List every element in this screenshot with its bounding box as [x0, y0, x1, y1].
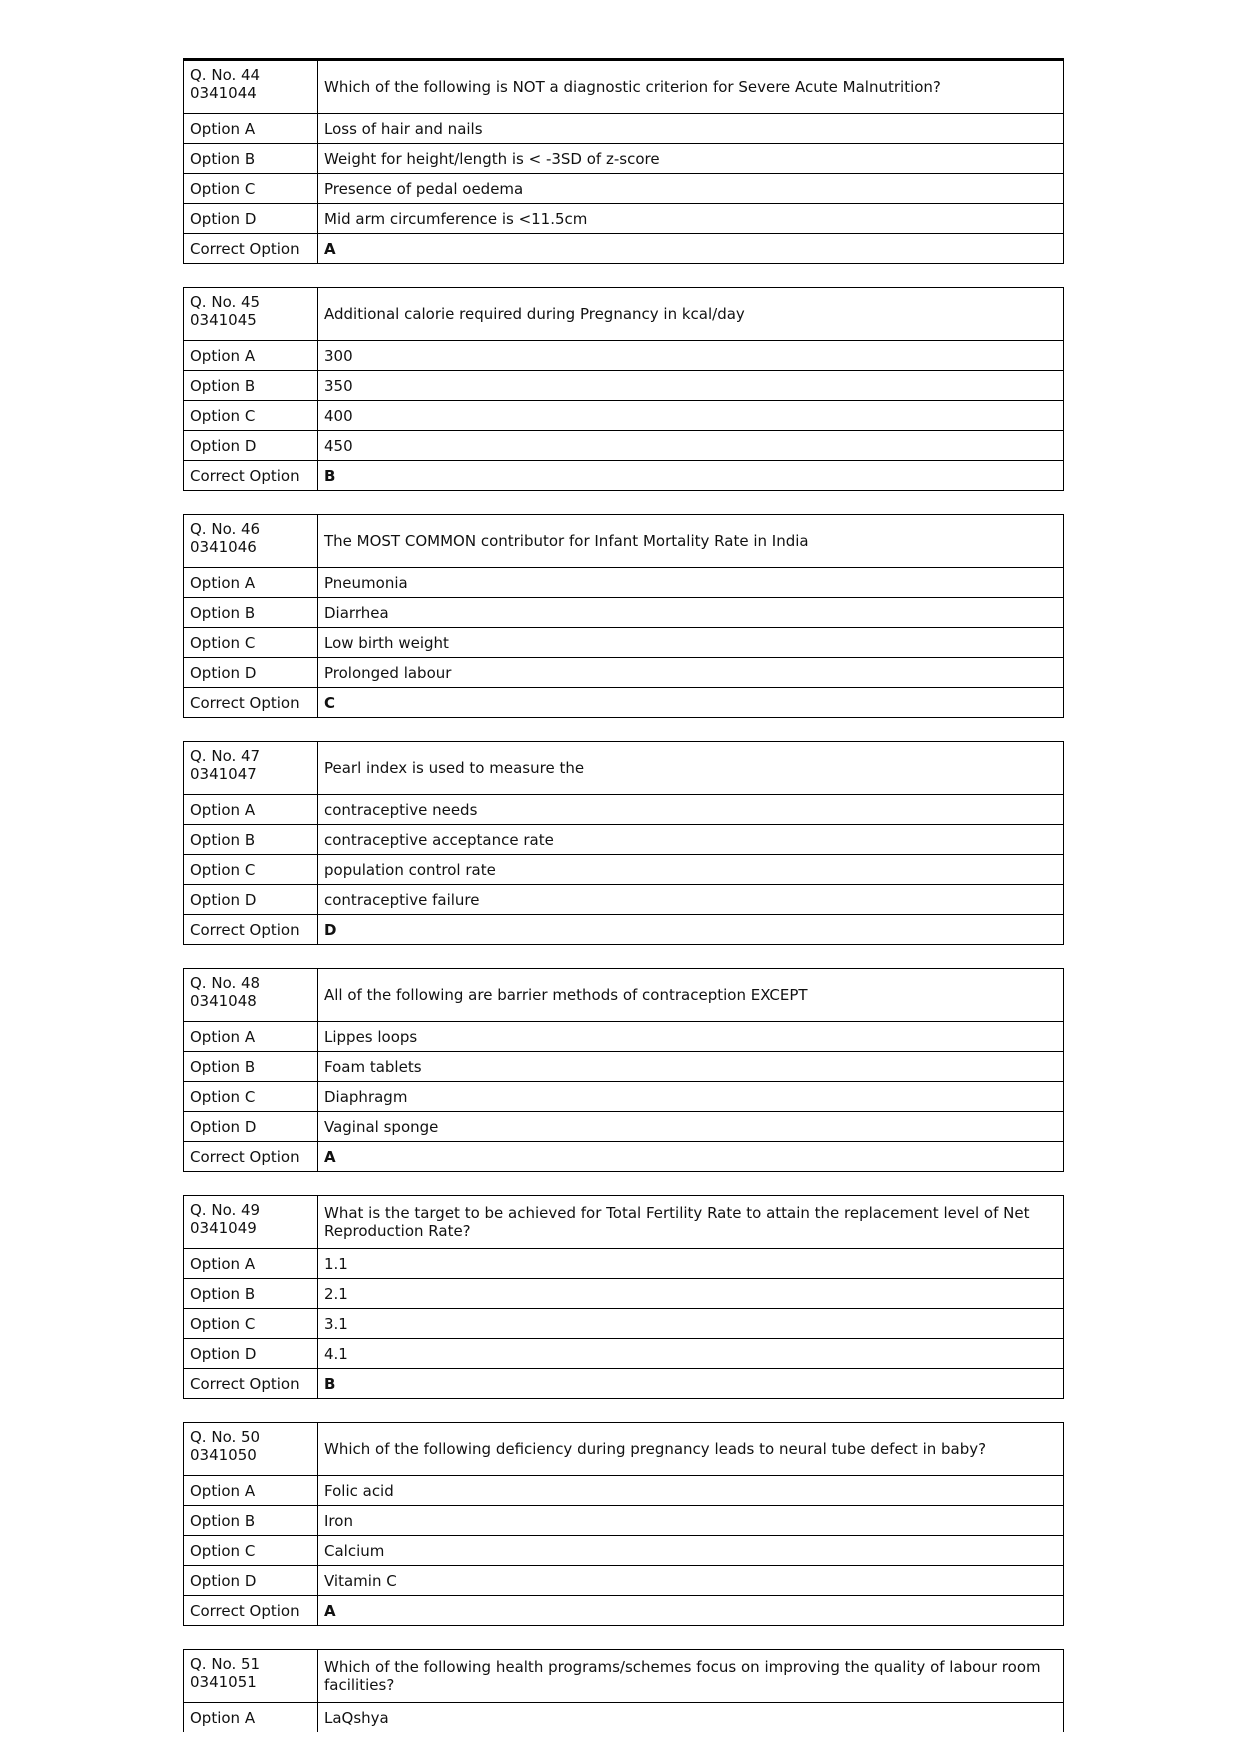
- question-row: [184, 1196, 1064, 1249]
- option-text: contraceptive failure: [318, 885, 1064, 915]
- question-text: Pearl index is used to measure the: [318, 742, 1064, 795]
- question-number-cell: [184, 742, 318, 795]
- option-text: 300: [318, 341, 1064, 371]
- option-row-c: [184, 1082, 1064, 1112]
- option-text: 3.1: [318, 1309, 1064, 1339]
- correct-option-row: [184, 234, 1064, 264]
- option-row-a: [184, 1249, 1064, 1279]
- correct-option-row: [184, 1369, 1064, 1399]
- correct-option-label: Correct Option: [184, 1142, 318, 1172]
- question-number-cell: [184, 1650, 318, 1703]
- question-table-47: [183, 741, 1064, 945]
- question-table-46: [183, 514, 1064, 718]
- option-text: Lippes loops: [318, 1022, 1064, 1052]
- correct-option-value: A: [318, 1596, 1064, 1626]
- option-text: 1.1: [318, 1249, 1064, 1279]
- option-row-b: [184, 144, 1064, 174]
- option-label: Option B: [184, 1506, 318, 1536]
- question-number: Q. No. 48: [190, 974, 261, 992]
- question-text: Which of the following is NOT a diagnostic criterion for Severe Acute Malnutrition?: [318, 60, 1064, 114]
- option-row-d: [184, 658, 1064, 688]
- option-row-a: [184, 1022, 1064, 1052]
- option-text: contraceptive acceptance rate: [318, 825, 1064, 855]
- question-number-cell: [184, 1423, 318, 1476]
- option-row-b: [184, 598, 1064, 628]
- question-code: 0341046: [190, 538, 257, 556]
- option-row-d: [184, 885, 1064, 915]
- question-number: Q. No. 50: [190, 1428, 261, 1446]
- question-code: 0341050: [190, 1446, 257, 1464]
- option-row-c: [184, 855, 1064, 885]
- question-row: [184, 60, 1064, 114]
- option-label: Option A: [184, 341, 318, 371]
- question-text: All of the following are barrier methods of contraception EXCEPT: [318, 969, 1064, 1022]
- option-row-b: [184, 1506, 1064, 1536]
- option-row-c: [184, 401, 1064, 431]
- option-label: Option C: [184, 1536, 318, 1566]
- question-table-50: [183, 1422, 1064, 1626]
- question-number: Q. No. 47: [190, 747, 261, 765]
- option-label: Option A: [184, 1022, 318, 1052]
- correct-option-label: Correct Option: [184, 688, 318, 718]
- option-text: Prolonged labour: [318, 658, 1064, 688]
- option-row-c: [184, 174, 1064, 204]
- correct-option-row: [184, 688, 1064, 718]
- correct-option-row: [184, 461, 1064, 491]
- question-number: Q. No. 51: [190, 1655, 261, 1673]
- correct-option-label: Correct Option: [184, 1596, 318, 1626]
- correct-option-row: [184, 915, 1064, 945]
- option-text: 4.1: [318, 1339, 1064, 1369]
- option-label: Option C: [184, 1082, 318, 1112]
- question-number-cell: [184, 60, 318, 114]
- question-table-51: [183, 1649, 1064, 1732]
- correct-option-value: D: [318, 915, 1064, 945]
- option-label: Option C: [184, 1309, 318, 1339]
- option-label: Option D: [184, 1112, 318, 1142]
- question-row: [184, 1423, 1064, 1476]
- option-text: Presence of pedal oedema: [318, 174, 1064, 204]
- option-label: Option C: [184, 628, 318, 658]
- option-text: Foam tablets: [318, 1052, 1064, 1082]
- option-text: contraceptive needs: [318, 795, 1064, 825]
- question-number-cell: [184, 288, 318, 341]
- question-code: 0341048: [190, 992, 257, 1010]
- question-number-cell: [184, 515, 318, 568]
- option-label: Option C: [184, 174, 318, 204]
- option-row-a: [184, 341, 1064, 371]
- correct-option-value: A: [318, 234, 1064, 264]
- question-number: Q. No. 49: [190, 1201, 261, 1219]
- question-row: [184, 515, 1064, 568]
- option-row-a: [184, 568, 1064, 598]
- option-text: 2.1: [318, 1279, 1064, 1309]
- option-label: Option B: [184, 825, 318, 855]
- option-text: population control rate: [318, 855, 1064, 885]
- question-code: 0341047: [190, 765, 257, 783]
- question-table-49: [183, 1195, 1064, 1399]
- question-table-44: [183, 58, 1064, 264]
- correct-option-value: C: [318, 688, 1064, 718]
- option-text: Calcium: [318, 1536, 1064, 1566]
- option-label: Option D: [184, 1339, 318, 1369]
- option-label: Option A: [184, 1703, 318, 1733]
- option-row-d: [184, 1339, 1064, 1369]
- option-label: Option A: [184, 568, 318, 598]
- option-row-b: [184, 825, 1064, 855]
- option-label: Option D: [184, 1566, 318, 1596]
- question-code: 0341045: [190, 311, 257, 329]
- option-label: Option A: [184, 1476, 318, 1506]
- option-label: Option A: [184, 795, 318, 825]
- question-text: What is the target to be achieved for Total Fertility Rate to attain the replacement level of Net Reproduction Rate?: [318, 1196, 1064, 1249]
- option-label: Option A: [184, 114, 318, 144]
- question-number-cell: [184, 1196, 318, 1249]
- question-text: Additional calorie required during Pregnancy in kcal/day: [318, 288, 1064, 341]
- question-table-48: [183, 968, 1064, 1172]
- option-text: Folic acid: [318, 1476, 1064, 1506]
- option-row-d: [184, 1566, 1064, 1596]
- option-label: Option D: [184, 885, 318, 915]
- question-code: 0341051: [190, 1673, 257, 1691]
- option-label: Option D: [184, 204, 318, 234]
- correct-option-value: A: [318, 1142, 1064, 1172]
- option-label: Option D: [184, 658, 318, 688]
- option-label: Option B: [184, 144, 318, 174]
- correct-option-label: Correct Option: [184, 461, 318, 491]
- option-text: Weight for height/length is < -3SD of z-score: [318, 144, 1064, 174]
- option-text: Vitamin C: [318, 1566, 1064, 1596]
- option-row-c: [184, 628, 1064, 658]
- option-row-b: [184, 371, 1064, 401]
- question-table-45: [183, 287, 1064, 491]
- option-row-b: [184, 1279, 1064, 1309]
- option-text: Low birth weight: [318, 628, 1064, 658]
- option-text: Vaginal sponge: [318, 1112, 1064, 1142]
- question-number: Q. No. 46: [190, 520, 261, 538]
- option-text: Diaphragm: [318, 1082, 1064, 1112]
- question-number: Q. No. 45: [190, 293, 261, 311]
- question-number-cell: [184, 969, 318, 1022]
- question-text: The MOST COMMON contributor for Infant Mortality Rate in India: [318, 515, 1064, 568]
- correct-option-value: B: [318, 1369, 1064, 1399]
- question-row: [184, 1650, 1064, 1703]
- option-label: Option B: [184, 1052, 318, 1082]
- option-row-d: [184, 431, 1064, 461]
- correct-option-label: Correct Option: [184, 234, 318, 264]
- option-row-d: [184, 204, 1064, 234]
- option-text: Mid arm circumference is <11.5cm: [318, 204, 1064, 234]
- option-text: LaQshya: [318, 1703, 1064, 1733]
- option-row-a: [184, 795, 1064, 825]
- option-text: Loss of hair and nails: [318, 114, 1064, 144]
- option-row-b: [184, 1052, 1064, 1082]
- correct-option-row: [184, 1596, 1064, 1626]
- question-text: Which of the following deficiency during pregnancy leads to neural tube defect in baby?: [318, 1423, 1064, 1476]
- question-row: [184, 288, 1064, 341]
- question-row: [184, 742, 1064, 795]
- correct-option-label: Correct Option: [184, 1369, 318, 1399]
- option-row-c: [184, 1536, 1064, 1566]
- option-row-a: [184, 1703, 1064, 1733]
- question-text: Which of the following health programs/schemes focus on improving the quality of labour room facilities?: [318, 1650, 1064, 1703]
- option-text: 450: [318, 431, 1064, 461]
- option-text: Diarrhea: [318, 598, 1064, 628]
- correct-option-row: [184, 1142, 1064, 1172]
- option-text: Iron: [318, 1506, 1064, 1536]
- option-text: 350: [318, 371, 1064, 401]
- option-row-a: [184, 1476, 1064, 1506]
- option-row-d: [184, 1112, 1064, 1142]
- option-label: Option B: [184, 371, 318, 401]
- option-text: Pneumonia: [318, 568, 1064, 598]
- option-label: Option C: [184, 855, 318, 885]
- option-label: Option D: [184, 431, 318, 461]
- option-label: Option B: [184, 1279, 318, 1309]
- question-code: 0341049: [190, 1219, 257, 1237]
- option-label: Option B: [184, 598, 318, 628]
- option-label: Option A: [184, 1249, 318, 1279]
- option-row-a: [184, 114, 1064, 144]
- option-text: 400: [318, 401, 1064, 431]
- option-label: Option C: [184, 401, 318, 431]
- question-row: [184, 969, 1064, 1022]
- correct-option-label: Correct Option: [184, 915, 318, 945]
- question-number: Q. No. 44: [190, 66, 261, 84]
- correct-option-value: B: [318, 461, 1064, 491]
- option-row-c: [184, 1309, 1064, 1339]
- question-paper: [183, 58, 1064, 1732]
- question-code: 0341044: [190, 84, 257, 102]
